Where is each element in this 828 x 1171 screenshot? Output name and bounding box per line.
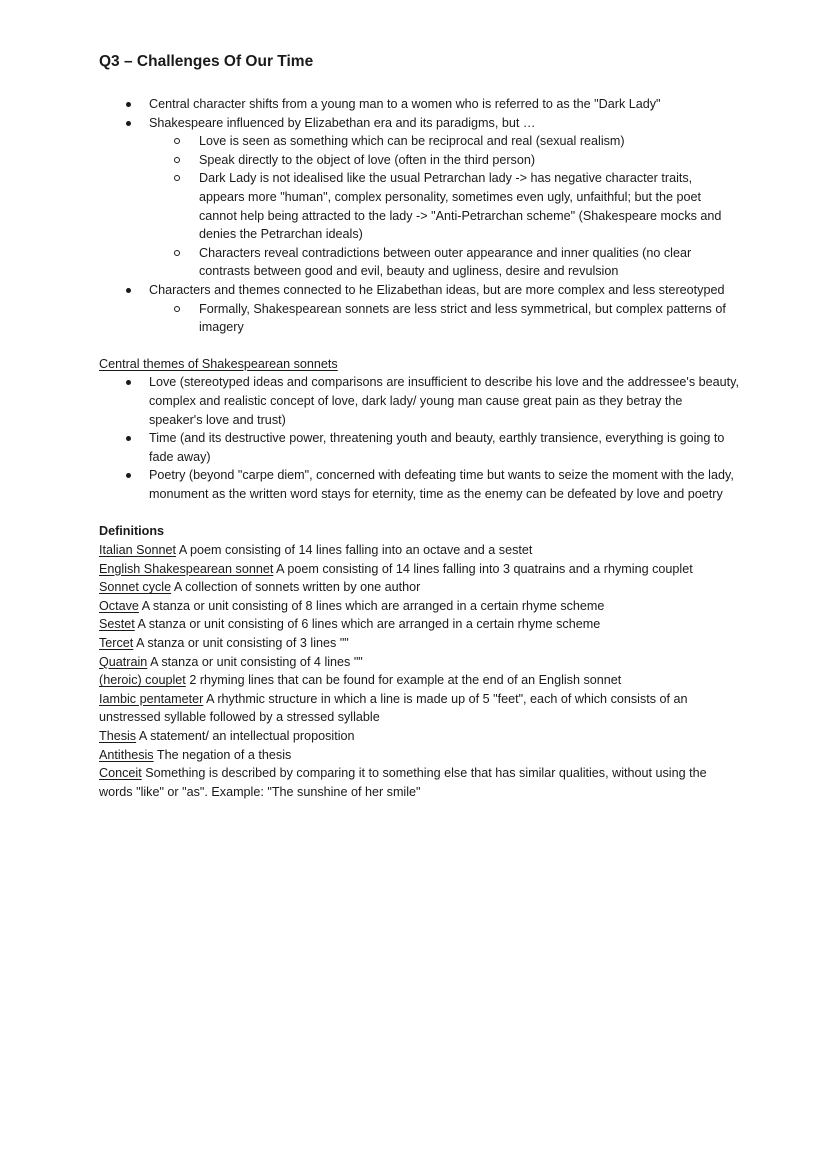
list-item-text: Shakespeare influenced by Elizabethan era and its paradigms, but …: [149, 115, 536, 130]
list-item-text: Poetry (beyond "carpe diem", concerned with defeating time but wants to seize the moment with the lady, monument as the written word stays for eternity, time as the enemy can be defeated by love and poetry: [149, 468, 734, 501]
definition-term: Sestet: [99, 617, 135, 632]
definition-term: Quatrain: [99, 654, 148, 669]
sub-list-item: [149, 244, 739, 281]
sub-list-item-text: Formally, Shakespearean sonnets are less strict and less symmetrical, but complex patterns of imagery: [199, 301, 726, 335]
definition-text: A poem consisting of 14 lines falling into 3 quatrains and a rhyming couplet: [276, 561, 693, 576]
definition-term: Tercet: [99, 636, 134, 651]
list-item-text: Characters and themes connected to he Elizabethan ideas, but are more complex and less stereotyped: [149, 282, 725, 297]
definition-term: (heroic) couplet: [99, 673, 186, 688]
definition-text: A rhythmic structure in which a line is made up of 5 "feet", each of which consists of an unstressed syllable followed by a stressed syllable: [99, 691, 688, 725]
sub-list-item: [149, 132, 739, 151]
bullet-icon: [126, 102, 131, 107]
definition-entry: [99, 615, 739, 634]
sub-list-item: [149, 300, 739, 337]
definition-text: A poem consisting of 14 lines falling into an octave and a sestet: [178, 543, 533, 558]
definition-term: Octave: [99, 598, 139, 613]
bullet-icon: [126, 380, 131, 385]
sub-list-item-text: Characters reveal contradictions between outer appearance and inner qualities (no clear contrasts between good and evil, beauty and ugliness, desire and revulsion: [199, 245, 692, 279]
hollow-bullet-icon: [174, 250, 180, 256]
bullet-icon: [126, 473, 131, 478]
sub-list: [149, 300, 739, 337]
list-item-text: Love (stereotyped ideas and comparisons are insufficient to describe his love and the addressee's beauty, complex and realistic concept of love, dark lady/ young man cause great pain as they betray the speaker's love and trust): [149, 375, 739, 427]
sub-list-item: [149, 151, 739, 170]
definition-entry: [99, 597, 739, 616]
definition-entry: [99, 690, 739, 727]
definition-text: 2 rhyming lines that can be found for example at the end of an English sonnet: [189, 673, 622, 688]
definition-entry: [99, 653, 739, 672]
definition-text: The negation of a thesis: [156, 747, 292, 762]
definition-entry: [99, 560, 739, 579]
hollow-bullet-icon: [174, 306, 180, 312]
definition-entry: [99, 746, 739, 765]
definition-entry: [99, 727, 739, 746]
themes-list: [99, 373, 739, 503]
hollow-bullet-icon: [174, 157, 180, 163]
definition-text: A stanza or unit consisting of 3 lines "": [136, 636, 349, 651]
list-item: [99, 281, 739, 337]
sub-list-item-text: Dark Lady is not idealised like the usual Petrarchan lady -> has negative character traits, appears more "human", complex personality, sometimes even ugly, unfaithful; but the poet cannot help being attracted to the lady -> "Anti-Petrarchan scheme" (Shakespeare mocks and denies the Petrarchan ideals): [199, 171, 722, 242]
definition-text: Something is described by comparing it to something else that has similar qualities, without using the words "like" or "as". Example: "The sunshine of her smile": [99, 766, 707, 799]
page-title: Q3 – Challenges Of Our Time: [99, 53, 314, 70]
list-item-text: Central character shifts from a young man to a women who is referred to as the "Dark Lady": [149, 97, 661, 111]
definition-term: Sonnet cycle: [99, 580, 172, 595]
definition-term: Iambic pentameter: [99, 691, 204, 706]
bullet-icon: [126, 436, 131, 441]
themes-section: [99, 355, 739, 504]
definition-text: A statement/ an intellectual proposition: [138, 729, 355, 743]
bullet-icon: [126, 121, 131, 126]
definition-text: A stanza or unit consisting of 6 lines which are arranged in a certain rhyme scheme: [137, 617, 601, 632]
points-list: [99, 95, 739, 337]
definition-entry: [99, 541, 739, 560]
definition-term: Conceit: [99, 766, 142, 781]
definition-entry: [99, 634, 739, 653]
definition-entry: [99, 671, 739, 690]
document-page: [99, 52, 739, 801]
definition-text: A stanza or unit consisting of 4 lines "": [150, 654, 363, 669]
sub-list-item: [149, 169, 739, 243]
definition-entry: [99, 764, 739, 801]
definition-text: A stanza or unit consisting of 8 lines which are arranged in a certain rhyme scheme: [141, 598, 605, 613]
definition-term: English Shakespearean sonnet: [99, 561, 274, 576]
definitions-heading: Definitions: [99, 524, 165, 539]
list-item-text: Time (and its destructive power, threatening youth and beauty, earthly transience, everything is going to fade away): [149, 431, 725, 464]
definition-text: A collection of sonnets written by one author: [173, 580, 421, 595]
themes-heading: Central themes of Shakespearean sonnets: [99, 356, 338, 371]
list-item: [99, 95, 739, 114]
definition-term: Italian Sonnet: [99, 543, 177, 558]
hollow-bullet-icon: [174, 138, 180, 144]
sub-list-item-text: Speak directly to the object of love (often in the third person): [199, 152, 536, 167]
definition-term: Antithesis: [99, 747, 154, 762]
list-item: [99, 429, 739, 466]
sub-list-item-text: Love is seen as something which can be reciprocal and real (sexual realism): [199, 134, 625, 149]
definition-term: Thesis: [99, 729, 137, 743]
definitions-section: [99, 522, 739, 801]
list-item: [99, 114, 739, 281]
bullet-icon: [126, 288, 131, 293]
sub-list: [149, 132, 739, 281]
list-item: [99, 373, 739, 429]
list-item: [99, 466, 739, 503]
definition-entry: [99, 578, 739, 597]
hollow-bullet-icon: [174, 175, 180, 181]
